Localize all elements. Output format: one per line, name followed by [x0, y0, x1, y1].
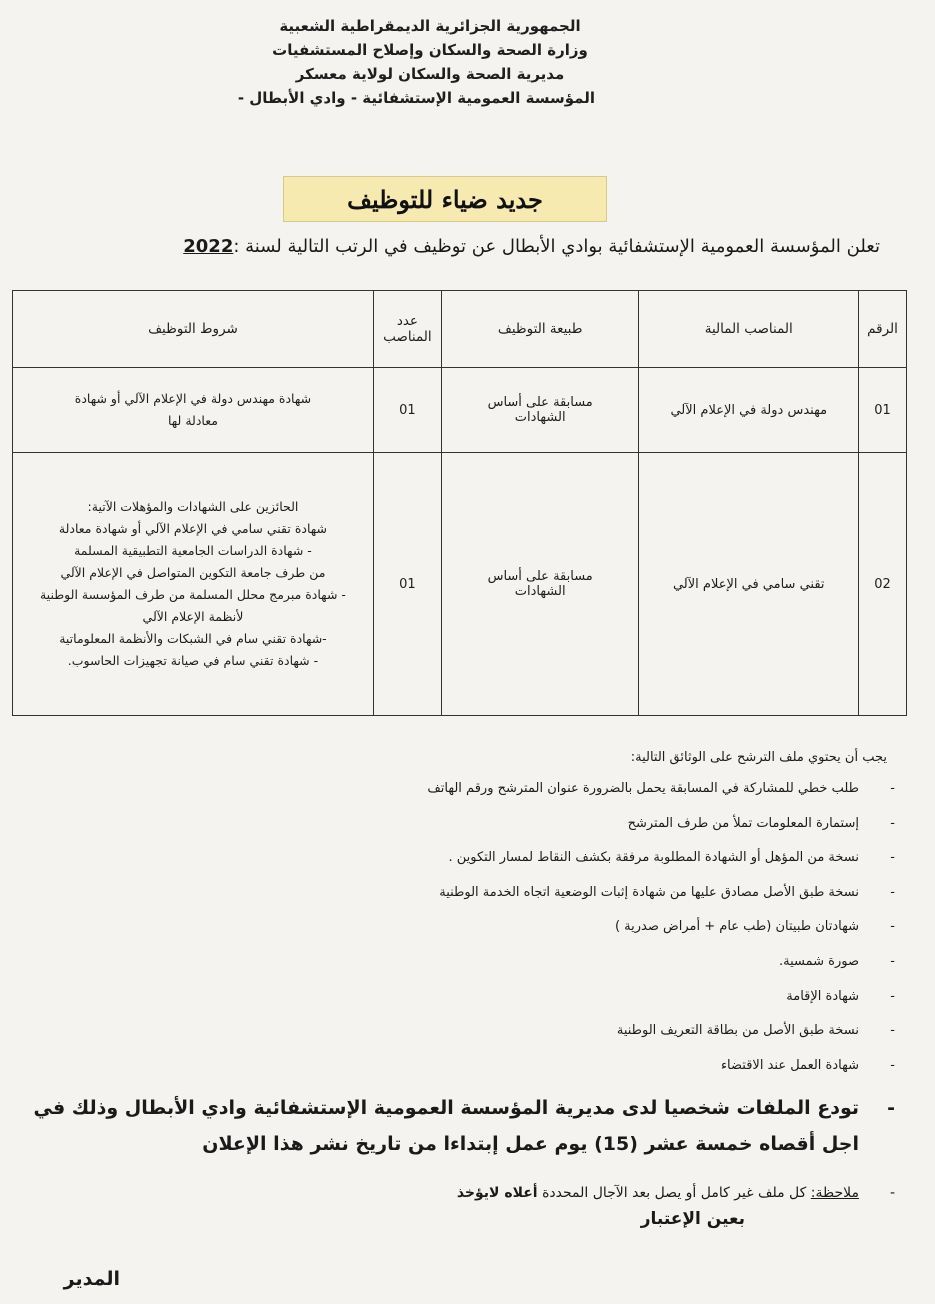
header-ministry: وزارة الصحة والسكان وإصلاح المستشفيات — [272, 41, 588, 59]
cell-type-line1: مسابقة على أساس — [487, 395, 593, 410]
table-row — [13, 368, 907, 453]
deposit-line2: اجل أقصاه خمسة عشر (15) يوم عمل إبتداءا من تاريخ نشر هذا الإعلان — [202, 1133, 859, 1155]
condition-line: - شهادة مبرمج محلل المسلمة من طرف المؤسسة الوطنية — [39, 587, 346, 602]
header-directorate: مديرية الصحة والسكان لولاية معسكر — [295, 65, 565, 83]
condition-line: من طرف جامعة التكوين المتواصل في الإعلام الآلي — [60, 565, 326, 580]
official-header — [237, 14, 595, 110]
cell-type-line2: الشهادات — [514, 584, 566, 599]
deposit-instructions — [25, 1090, 895, 1162]
note-label: ملاحظة: — [810, 1185, 859, 1201]
signature-director: المدير — [63, 1268, 120, 1290]
condition-line: - شهادة الدراسات الجامعية التطبيقية المسلمة — [74, 543, 312, 558]
condition-line: -شهادة تقني سام في الشبكات والأنظمة المعلوماتية — [59, 631, 327, 646]
condition-line: معادلة لها — [167, 413, 218, 428]
header-number: الرقم — [859, 291, 907, 368]
list-item: - نسخة طبق الأصل مصادق عليها من شهادة إثبات الوضعية اتجاه الخدمة الوطنية — [75, 876, 895, 911]
cell-count: 01 — [373, 453, 441, 716]
documents-list — [75, 772, 895, 1083]
cell-type — [441, 453, 639, 716]
cell-type — [441, 368, 639, 453]
announcement-intro — [60, 232, 880, 262]
header-institution: المؤسسة العمومية الإستشفائية - وادي الأبطال - — [237, 89, 595, 107]
list-item: - صورة شمسية. — [75, 945, 895, 980]
table-header-row — [13, 291, 907, 368]
condition-line: الحائزين على الشهادات والمؤهلات الآتية: — [87, 499, 299, 514]
note-line2: بعين الإعتبار — [640, 1209, 745, 1229]
required-documents — [75, 744, 895, 1083]
cell-type-line1: مسابقة على أساس — [487, 569, 593, 584]
header-count — [373, 291, 441, 368]
cell-conditions — [13, 368, 374, 453]
note-section — [75, 1180, 895, 1232]
header-conditions: شروط التوظيف — [13, 291, 374, 368]
intro-year: 2022 — [183, 236, 234, 257]
page-title: جديد ضياء للتوظيف — [283, 176, 607, 222]
list-item: - إستمارة المعلومات تملأ من طرف المترشح — [75, 807, 895, 842]
list-item: - شهادة الإقامة — [75, 980, 895, 1015]
cell-post: مهندس دولة في الإعلام الآلي — [639, 368, 859, 453]
header-post: المناصب المالية — [639, 291, 859, 368]
list-item: - نسخة طبق الأصل من بطاقة التعريف الوطنية — [75, 1014, 895, 1049]
note-line — [75, 1180, 895, 1206]
header-type: طبيعة التوظيف — [441, 291, 639, 368]
list-item: - شهادة العمل عند الاقتضاء — [75, 1049, 895, 1084]
cell-type-line2: الشهادات — [514, 410, 566, 425]
deposit-line1: - تودع الملفات شخصيا لدى مديرية المؤسسة العمومية الإستشفائية وادي الأبطال وذلك في — [25, 1090, 895, 1126]
list-item: - طلب خطي للمشاركة في المسابقة يحمل بالضرورة عنوان المترشح ورقم الهاتف — [75, 772, 895, 807]
condition-line: لأنظمة الإعلام الآلي — [142, 609, 244, 624]
list-item: - شهادتان طبيتان (طب عام + أمراض صدرية ) — [75, 910, 895, 945]
cell-conditions — [13, 453, 374, 716]
positions-table — [12, 290, 907, 716]
documents-lead: يجب أن يحتوي ملف الترشح على الوثائق التالية: — [630, 750, 887, 765]
list-item: - نسخة من المؤهل أو الشهادة المطلوبة مرفقة بكشف النقاط لمسار التكوين . — [75, 841, 895, 876]
cell-post: تقني سامي في الإعلام الآلي — [639, 453, 859, 716]
cell-number: 02 — [859, 453, 907, 716]
condition-line: - شهادة تقني سام في صيانة تجهيزات الحاسوب. — [67, 653, 319, 668]
header-count-line2: المناصب — [383, 329, 432, 345]
cell-count: 01 — [373, 368, 441, 453]
condition-line: شهادة تقني سامي في الإعلام الآلي أو شهادة معادلة — [58, 521, 327, 536]
intro-text: تعلن المؤسسة العمومية الإستشفائية بوادي الأبطال عن توظيف في الرتب التالية لسنة : — [233, 236, 880, 257]
condition-line: شهادة مهندس دولة في الإعلام الآلي أو شهادة — [74, 391, 312, 406]
note-strong: أعلاه لايؤخذ — [456, 1185, 538, 1201]
header-republic: الجمهورية الجزائرية الديمقراطية الشعبية — [279, 17, 581, 35]
note-text: كل ملف غير كامل أو يصل بعد الآجال المحددة — [542, 1185, 807, 1201]
header-count-line1: عدد — [396, 313, 418, 329]
cell-number: 01 — [859, 368, 907, 453]
table-row — [13, 453, 907, 716]
